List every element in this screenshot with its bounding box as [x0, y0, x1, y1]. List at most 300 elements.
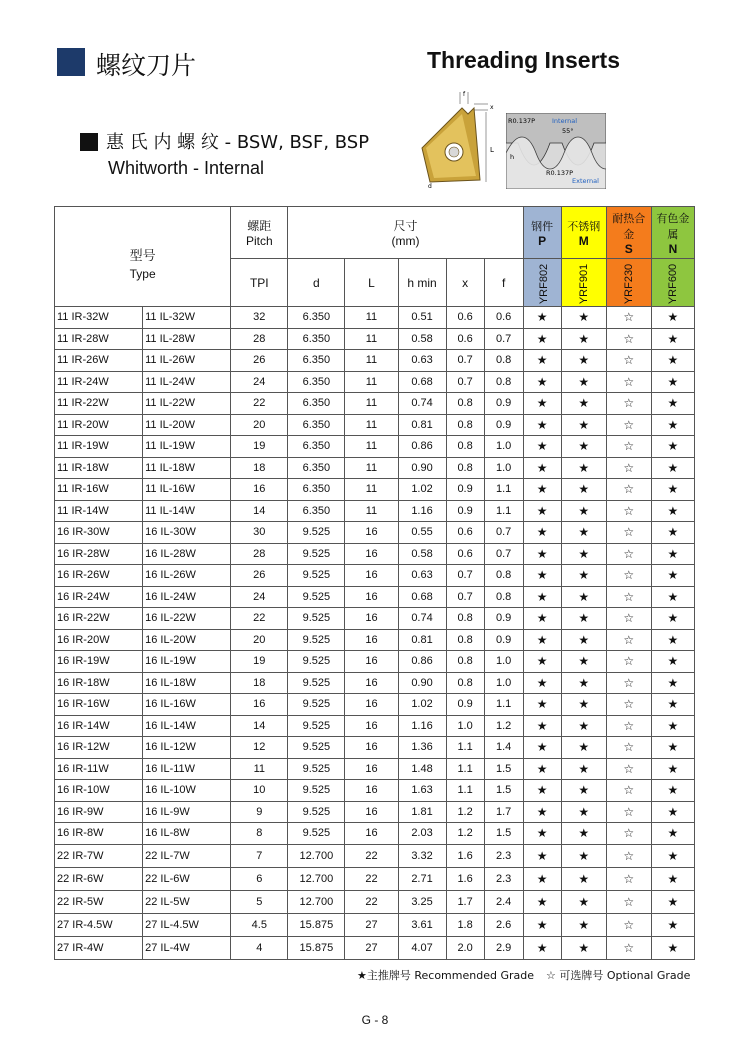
tpi-cell: 4.5	[231, 913, 288, 936]
grade-p-cell: ★	[523, 350, 561, 372]
page-title-en: Threading Inserts	[427, 47, 620, 73]
model-ir: 16 IR-8W	[55, 823, 143, 845]
tpi-cell: 14	[231, 715, 288, 737]
hmin-cell: 0.74	[398, 608, 446, 630]
tpi-cell: 20	[231, 629, 288, 651]
grade-n-cell: ★	[651, 371, 694, 393]
tpi-cell: 6	[231, 867, 288, 890]
grade-header-s	[606, 207, 651, 259]
hmin-cell: 0.63	[398, 565, 446, 587]
model-ir: 16 IR-19W	[55, 651, 143, 673]
model-ir: 16 IR-30W	[55, 522, 143, 544]
grade-m-cell: ★	[561, 913, 606, 936]
pitch-header	[231, 207, 288, 259]
hmin-cell: 1.16	[398, 715, 446, 737]
d-cell: 9.525	[288, 694, 345, 716]
table-row	[55, 328, 695, 350]
grade-p-cell: ★	[523, 371, 561, 393]
tpi-cell: 22	[231, 608, 288, 630]
grade-m-cell: ★	[561, 801, 606, 823]
l-cell: 16	[345, 629, 398, 651]
l-cell: 11	[345, 500, 398, 522]
table-row	[55, 629, 695, 651]
grade-m-cell: ★	[561, 867, 606, 890]
l-cell: 16	[345, 715, 398, 737]
model-il: 11 IL-22W	[143, 393, 231, 415]
d-cell: 6.350	[288, 436, 345, 458]
grade-n-cell: ★	[651, 672, 694, 694]
l-cell: 11	[345, 393, 398, 415]
grade-s-cell: ☆	[606, 694, 651, 716]
model-ir: 11 IR-22W	[55, 393, 143, 415]
radius-top-label: R0.137P	[508, 117, 536, 125]
grade-p-cell: ★	[523, 543, 561, 565]
table-row	[55, 694, 695, 716]
model-ir: 16 IR-9W	[55, 801, 143, 823]
tpi-cell: 26	[231, 565, 288, 587]
tpi-cell: 7	[231, 844, 288, 867]
grade-p-cell: ★	[523, 780, 561, 802]
l-cell: 11	[345, 371, 398, 393]
grade-n-cell: ★	[651, 500, 694, 522]
subtitle-en: Whitworth - Internal	[108, 158, 265, 178]
model-ir: 27 IR-4.5W	[55, 913, 143, 936]
f-cell: 0.9	[484, 629, 523, 651]
model-il: 16 IL-10W	[143, 780, 231, 802]
x-header: x	[446, 259, 484, 307]
x-cell: 0.8	[446, 393, 484, 415]
grade-code-m-text: YRF901	[577, 263, 590, 304]
model-ir: 11 IR-16W	[55, 479, 143, 501]
tpi-cell: 24	[231, 371, 288, 393]
grade-header-m	[561, 207, 606, 259]
grade-n-cell: ★	[651, 936, 694, 959]
grade-s-cell: ☆	[606, 371, 651, 393]
hmin-cell: 2.71	[398, 867, 446, 890]
subtitle-cn: 惠 氏 内 螺 纹 - BSW, BSF, BSP	[106, 132, 370, 153]
d-cell: 9.525	[288, 522, 345, 544]
model-ir: 11 IR-14W	[55, 500, 143, 522]
grade-code-n	[651, 259, 694, 307]
model-il: 22 IL-6W	[143, 867, 231, 890]
f-cell: 0.9	[484, 608, 523, 630]
f-cell: 1.5	[484, 823, 523, 845]
internal-label: Internal	[552, 117, 578, 125]
x-cell: 1.0	[446, 715, 484, 737]
hmin-cell: 1.81	[398, 801, 446, 823]
header-square-icon	[57, 48, 85, 76]
grade-s-cell: ☆	[606, 608, 651, 630]
model-ir: 22 IR-6W	[55, 867, 143, 890]
d-cell: 6.350	[288, 500, 345, 522]
grade-s-cell: ☆	[606, 758, 651, 780]
hmin-cell: 0.86	[398, 651, 446, 673]
grade-n-cn: 有色金属	[656, 211, 690, 241]
table-row	[55, 780, 695, 802]
grade-s-cell: ☆	[606, 936, 651, 959]
tpi-cell: 9	[231, 801, 288, 823]
f-cell: 1.1	[484, 694, 523, 716]
f-cell: 1.4	[484, 737, 523, 759]
l-cell: 16	[345, 758, 398, 780]
f-cell: 2.9	[484, 936, 523, 959]
grade-code-s	[606, 259, 651, 307]
tpi-cell: 16	[231, 479, 288, 501]
tpi-cell: 20	[231, 414, 288, 436]
f-cell: 2.6	[484, 913, 523, 936]
grade-code-m	[561, 259, 606, 307]
l-cell: 11	[345, 328, 398, 350]
tpi-cell: 11	[231, 758, 288, 780]
l-dim-label: L	[490, 146, 494, 154]
x-cell: 1.2	[446, 801, 484, 823]
l-cell: 16	[345, 565, 398, 587]
model-il: 16 IL-20W	[143, 629, 231, 651]
f-cell: 1.0	[484, 651, 523, 673]
type-header-en: Type	[129, 266, 156, 281]
f-cell: 1.0	[484, 457, 523, 479]
model-ir: 11 IR-20W	[55, 414, 143, 436]
tpi-cell: 8	[231, 823, 288, 845]
grade-m-cell: ★	[561, 890, 606, 913]
model-il: 27 IL-4.5W	[143, 913, 231, 936]
table-row	[55, 371, 695, 393]
grade-m-cell: ★	[561, 565, 606, 587]
model-ir: 16 IR-28W	[55, 543, 143, 565]
x-cell: 1.7	[446, 890, 484, 913]
x-cell: 0.7	[446, 565, 484, 587]
table-row	[55, 608, 695, 630]
grade-s-cell: ☆	[606, 328, 651, 350]
f-header: f	[484, 259, 523, 307]
model-ir: 16 IR-22W	[55, 608, 143, 630]
grade-n-cell: ★	[651, 694, 694, 716]
hmin-cell: 0.74	[398, 393, 446, 415]
hmin-cell: 0.68	[398, 586, 446, 608]
tpi-cell: 22	[231, 393, 288, 415]
x-cell: 0.9	[446, 479, 484, 501]
grade-m-cell: ★	[561, 328, 606, 350]
f-cell: 2.3	[484, 844, 523, 867]
model-ir: 11 IR-32W	[55, 307, 143, 329]
tpi-cell: 16	[231, 694, 288, 716]
model-il: 11 IL-26W	[143, 350, 231, 372]
f-cell: 2.3	[484, 867, 523, 890]
grade-m-cell: ★	[561, 758, 606, 780]
model-il: 22 IL-7W	[143, 844, 231, 867]
grade-code-p-text: YRF802	[537, 263, 550, 304]
legend-recommended: ★主推牌号 Recommended Grade	[357, 969, 534, 982]
grade-p-cell: ★	[523, 307, 561, 329]
l-cell: 16	[345, 586, 398, 608]
grade-s-cell: ☆	[606, 350, 651, 372]
radius-bottom-label: R0.137P	[546, 169, 574, 177]
tpi-cell: 14	[231, 500, 288, 522]
table-row	[55, 565, 695, 587]
f-cell: 0.9	[484, 414, 523, 436]
model-il: 11 IL-20W	[143, 414, 231, 436]
table-row	[55, 393, 695, 415]
grade-m-cell: ★	[561, 936, 606, 959]
grade-s-cell: ☆	[606, 913, 651, 936]
grade-m-cell: ★	[561, 651, 606, 673]
l-cell: 16	[345, 672, 398, 694]
l-cell: 16	[345, 823, 398, 845]
d-cell: 9.525	[288, 801, 345, 823]
grade-m-cell: ★	[561, 672, 606, 694]
table-row	[55, 457, 695, 479]
l-cell: 27	[345, 913, 398, 936]
grade-m-cn: 不锈钢	[567, 219, 601, 233]
grade-p-letter: P	[538, 233, 547, 248]
x-cell: 1.2	[446, 823, 484, 845]
model-il: 16 IL-8W	[143, 823, 231, 845]
x-cell: 0.6	[446, 328, 484, 350]
grade-n-cell: ★	[651, 479, 694, 501]
tpi-cell: 18	[231, 457, 288, 479]
grade-s-cell: ☆	[606, 393, 651, 415]
table-row	[55, 823, 695, 845]
grade-m-cell: ★	[561, 737, 606, 759]
x-cell: 1.6	[446, 867, 484, 890]
model-ir: 22 IR-7W	[55, 844, 143, 867]
table-row	[55, 801, 695, 823]
l-cell: 22	[345, 867, 398, 890]
grade-p-cell: ★	[523, 823, 561, 845]
grade-m-cell: ★	[561, 608, 606, 630]
grade-n-cell: ★	[651, 608, 694, 630]
table-row	[55, 586, 695, 608]
model-il: 16 IL-24W	[143, 586, 231, 608]
grade-n-cell: ★	[651, 801, 694, 823]
grade-s-cell: ☆	[606, 890, 651, 913]
table-row	[55, 758, 695, 780]
grade-p-cell: ★	[523, 436, 561, 458]
model-ir: 16 IR-11W	[55, 758, 143, 780]
d-cell: 12.700	[288, 890, 345, 913]
grade-n-cell: ★	[651, 414, 694, 436]
grade-s-cell: ☆	[606, 780, 651, 802]
x-cell: 0.8	[446, 608, 484, 630]
insert-diagram	[412, 90, 504, 190]
model-il: 22 IL-5W	[143, 890, 231, 913]
grade-s-cell: ☆	[606, 737, 651, 759]
model-ir: 16 IR-16W	[55, 694, 143, 716]
grade-m-cell: ★	[561, 543, 606, 565]
threading-insert-table	[54, 206, 695, 960]
grade-n-cell: ★	[651, 328, 694, 350]
table-row	[55, 436, 695, 458]
table-row	[55, 672, 695, 694]
grade-s-cell: ☆	[606, 867, 651, 890]
d-cell: 6.350	[288, 457, 345, 479]
grade-n-cell: ★	[651, 651, 694, 673]
grade-p-cell: ★	[523, 393, 561, 415]
f-cell: 0.7	[484, 328, 523, 350]
grade-m-cell: ★	[561, 307, 606, 329]
model-il: 16 IL-18W	[143, 672, 231, 694]
grade-s-cell: ☆	[606, 500, 651, 522]
hmin-cell: 0.68	[398, 371, 446, 393]
grade-n-cell: ★	[651, 715, 694, 737]
model-ir: 11 IR-19W	[55, 436, 143, 458]
grade-n-cell: ★	[651, 586, 694, 608]
tpi-cell: 19	[231, 651, 288, 673]
x-cell: 0.8	[446, 651, 484, 673]
model-il: 16 IL-9W	[143, 801, 231, 823]
grade-m-cell: ★	[561, 479, 606, 501]
grade-p-cell: ★	[523, 414, 561, 436]
d-cell: 9.525	[288, 758, 345, 780]
grade-p-cn: 钢件	[531, 219, 554, 233]
grade-m-cell: ★	[561, 844, 606, 867]
model-il: 16 IL-28W	[143, 543, 231, 565]
l-cell: 16	[345, 737, 398, 759]
model-ir: 16 IR-26W	[55, 565, 143, 587]
grade-code-s-text: YRF230	[622, 263, 635, 304]
tpi-cell: 5	[231, 890, 288, 913]
grade-s-cell: ☆	[606, 651, 651, 673]
hmin-cell: 0.58	[398, 543, 446, 565]
f-cell: 1.1	[484, 500, 523, 522]
model-il: 16 IL-16W	[143, 694, 231, 716]
f-cell: 0.7	[484, 522, 523, 544]
x-cell: 0.8	[446, 436, 484, 458]
d-cell: 9.525	[288, 543, 345, 565]
hmin-cell: 1.02	[398, 479, 446, 501]
grade-m-cell: ★	[561, 586, 606, 608]
model-il: 11 IL-24W	[143, 371, 231, 393]
angle-label: 55°	[562, 127, 574, 135]
x-cell: 0.8	[446, 629, 484, 651]
grade-n-cell: ★	[651, 758, 694, 780]
table-row	[55, 890, 695, 913]
d-cell: 9.525	[288, 586, 345, 608]
grade-s-cell: ☆	[606, 844, 651, 867]
grade-s-cell: ☆	[606, 629, 651, 651]
l-cell: 11	[345, 307, 398, 329]
grade-n-cell: ★	[651, 436, 694, 458]
x-cell: 0.9	[446, 694, 484, 716]
model-ir: 22 IR-5W	[55, 890, 143, 913]
grade-m-cell: ★	[561, 694, 606, 716]
tpi-cell: 4	[231, 936, 288, 959]
x-cell: 0.7	[446, 371, 484, 393]
x-cell: 1.1	[446, 758, 484, 780]
l-cell: 27	[345, 936, 398, 959]
hmin-cell: 1.63	[398, 780, 446, 802]
d-cell: 6.350	[288, 371, 345, 393]
type-header	[55, 207, 231, 307]
x-cell: 0.6	[446, 543, 484, 565]
grade-p-cell: ★	[523, 586, 561, 608]
grade-header-n	[651, 207, 694, 259]
x-cell: 0.8	[446, 672, 484, 694]
grade-p-cell: ★	[523, 936, 561, 959]
d-cell: 9.525	[288, 651, 345, 673]
table-row	[55, 500, 695, 522]
grade-s-cell: ☆	[606, 715, 651, 737]
hmin-cell: 0.63	[398, 350, 446, 372]
tpi-cell: 30	[231, 522, 288, 544]
f-cell: 0.6	[484, 307, 523, 329]
grade-s-cell: ☆	[606, 672, 651, 694]
table-row	[55, 651, 695, 673]
f-cell: 2.4	[484, 890, 523, 913]
tpi-cell: 24	[231, 586, 288, 608]
model-ir: 11 IR-28W	[55, 328, 143, 350]
d-cell: 9.525	[288, 672, 345, 694]
f-cell: 1.0	[484, 672, 523, 694]
tpi-header: TPI	[231, 259, 288, 307]
hmin-cell: 1.48	[398, 758, 446, 780]
grade-m-cell: ★	[561, 780, 606, 802]
l-cell: 16	[345, 780, 398, 802]
grade-n-cell: ★	[651, 522, 694, 544]
grade-p-cell: ★	[523, 457, 561, 479]
grade-n-cell: ★	[651, 307, 694, 329]
f-cell: 0.9	[484, 393, 523, 415]
subtitle-square-icon	[80, 133, 98, 151]
grade-m-cell: ★	[561, 823, 606, 845]
hmin-cell: 0.90	[398, 672, 446, 694]
grade-n-cell: ★	[651, 867, 694, 890]
grade-s-cell: ☆	[606, 565, 651, 587]
model-ir: 16 IR-20W	[55, 629, 143, 651]
table-row	[55, 936, 695, 959]
d-cell: 6.350	[288, 350, 345, 372]
grade-s-cell: ☆	[606, 457, 651, 479]
grade-n-cell: ★	[651, 823, 694, 845]
grade-s-cell: ☆	[606, 586, 651, 608]
f-cell: 0.7	[484, 543, 523, 565]
grade-n-cell: ★	[651, 844, 694, 867]
table-row	[55, 350, 695, 372]
model-ir: 11 IR-26W	[55, 350, 143, 372]
model-il: 16 IL-22W	[143, 608, 231, 630]
type-header-cn: 型号	[129, 248, 156, 264]
table-row	[55, 913, 695, 936]
model-il: 11 IL-28W	[143, 328, 231, 350]
d-cell: 6.350	[288, 414, 345, 436]
x-cell: 0.7	[446, 586, 484, 608]
page-number: G - 8	[361, 1013, 389, 1027]
x-cell: 0.8	[446, 414, 484, 436]
l-cell: 16	[345, 543, 398, 565]
tpi-cell: 10	[231, 780, 288, 802]
hmin-cell: 3.32	[398, 844, 446, 867]
hmin-cell: 1.02	[398, 694, 446, 716]
grade-n-cell: ★	[651, 890, 694, 913]
grade-n-cell: ★	[651, 543, 694, 565]
hmin-cell: 3.25	[398, 890, 446, 913]
f-cell: 1.7	[484, 801, 523, 823]
grade-m-cell: ★	[561, 629, 606, 651]
h-dim-label: h	[510, 153, 515, 161]
x-cell: 1.1	[446, 780, 484, 802]
l-cell: 16	[345, 608, 398, 630]
grade-s-letter: S	[624, 241, 633, 256]
hmin-cell: 2.03	[398, 823, 446, 845]
d-cell: 9.525	[288, 608, 345, 630]
grade-s-cell: ☆	[606, 801, 651, 823]
grade-m-letter: M	[578, 233, 589, 248]
grade-n-cell: ★	[651, 350, 694, 372]
table-row	[55, 479, 695, 501]
d-dim-label: d	[428, 183, 432, 190]
table-row	[55, 844, 695, 867]
size-header	[288, 207, 523, 259]
